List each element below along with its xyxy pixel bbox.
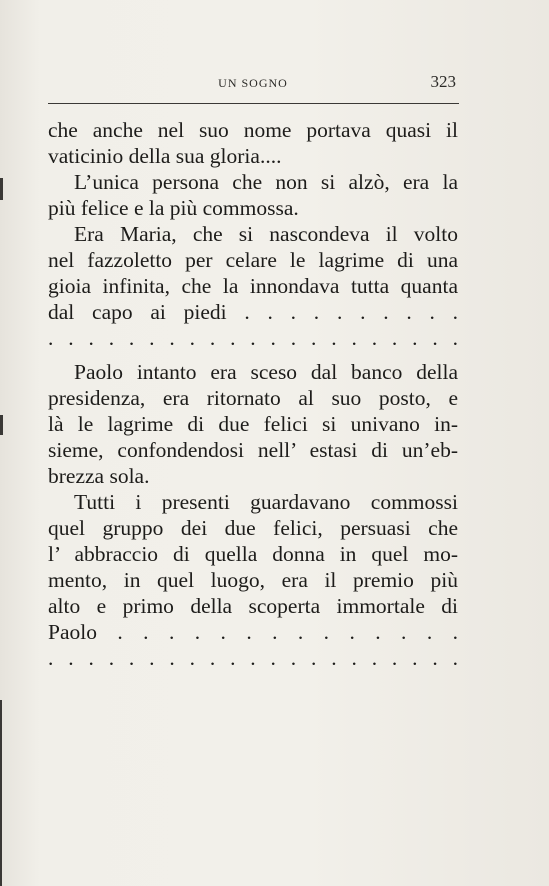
text-line: nel fazzoletto per celare le lagrime di una <box>48 248 458 272</box>
page-header <box>48 72 458 96</box>
text-line: Tutti i presenti guardavano commossi <box>74 490 458 514</box>
text-line: Paolo intanto era sceso dal banco della <box>74 360 458 384</box>
text-line: mento, in quel luogo, era il premio più <box>48 568 458 592</box>
text-line: dal capo ai piedi . . . . . . . . . . <box>48 300 458 324</box>
dotted-line: . . . . . . . . . . . . . . . . . . . . . <box>48 646 458 670</box>
page-edge-mark <box>0 700 2 886</box>
text-line: Paolo . . . . . . . . . . . . . . <box>48 620 458 644</box>
text-line: brezza sola. <box>48 464 150 488</box>
text-line: vaticinio della sua gloria.... <box>48 144 282 168</box>
header-rule <box>48 103 459 104</box>
text-line: l’ abbraccio di quella donna in quel mo- <box>48 542 458 566</box>
dotted-line: . . . . . . . . . . . . . . . . . . . . . <box>48 326 458 350</box>
text-line: quel gruppo dei due felici, persuasi che <box>48 516 458 540</box>
text-line: più felice e la più commossa. <box>48 196 299 220</box>
page-edge-mark <box>0 178 3 200</box>
body-text <box>48 117 458 671</box>
text-line: che anche nel suo nome portava quasi il <box>48 118 458 142</box>
text-line: Era Maria, che si nascondeva il volto <box>74 222 458 246</box>
text-line: sieme, confondendosi nell’ estasi di un’eb- <box>48 438 458 462</box>
text-line: gioia infinita, che la innondava tutta quanta <box>48 274 458 298</box>
running-title: UN SOGNO <box>218 76 288 90</box>
page-number: 323 <box>430 72 456 91</box>
text-line: L’unica persona che non si alzò, era la <box>74 170 458 194</box>
line-gap <box>48 351 458 359</box>
page-edge-mark <box>0 415 3 435</box>
text-line: alto e primo della scoperta immortale di <box>48 594 458 618</box>
text-line: là le lagrime di due felici si univano in- <box>48 412 458 436</box>
text-line: presidenza, era ritornato al suo posto, e <box>48 386 458 410</box>
